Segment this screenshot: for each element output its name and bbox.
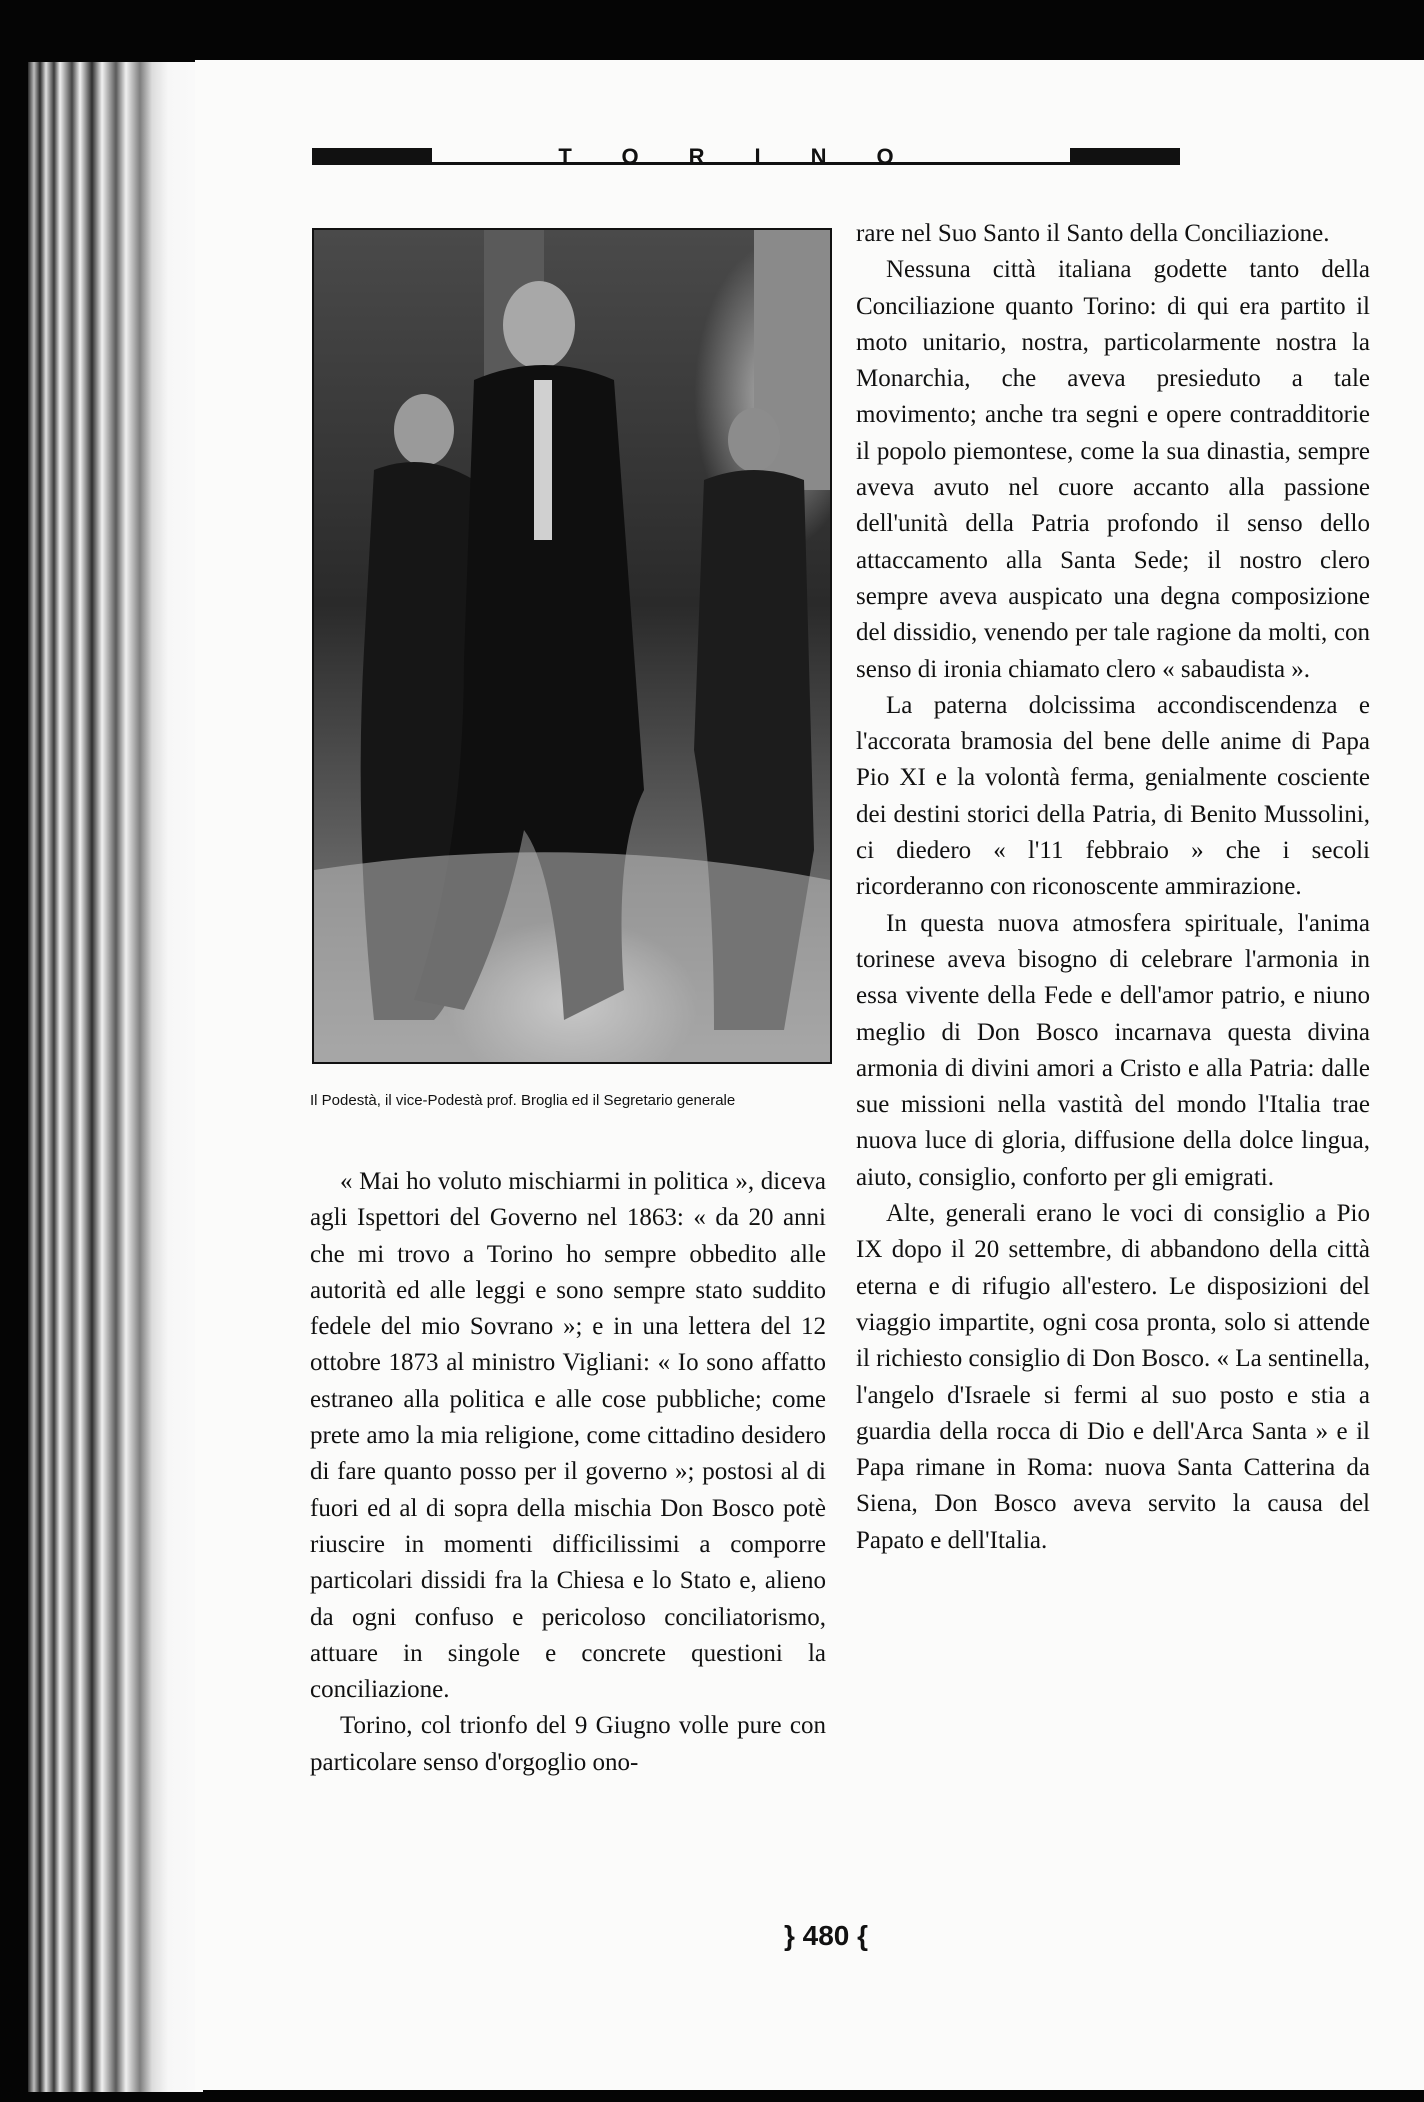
page-number-ornament-left: } — [783, 1920, 795, 1951]
paragraph: rare nel Suo Santo il Santo della Conciliazione. — [856, 220, 1330, 247]
figure-center-head — [503, 281, 575, 369]
page-number-value: 480 — [802, 1920, 850, 1951]
paragraph: La paterna dolcissima accondiscendenza e l'accorata bramosia del bene delle anime di Papa Pio XI e la volontà ferma, genialmente cosciente dei destini storici della Patria, di Benito Mussolini, ci diedero « l'11 febbraio » che i secoli ricorderanno con riconoscente ammirazione. — [856, 691, 1370, 901]
text-column-right — [856, 216, 1370, 1559]
page-number — [756, 1920, 896, 1952]
running-header — [312, 90, 1180, 178]
paragraph: In questa nuova atmosfera spirituale, l'anima torinese aveva bisogno di celebrare l'armonia in essa vivente della Fede e dell'amor patrio, e niuno meglio di Don Bosco incarnava questa divina armonia di divini amori a Cristo e alla Patria: dalle sue missioni nella vastità del mondo l'Italia trae nuova luce di gloria, diffusione della dolce lingua, aiuto, consiglio, conforto per gli emigrati. — [856, 909, 1370, 1191]
text-column-left — [310, 1164, 826, 1781]
photo-ground — [314, 852, 830, 1062]
photograph — [312, 228, 832, 1064]
figure-left-head — [394, 394, 454, 466]
paragraph: Alte, generali erano le voci di consiglio a Pio IX dopo il 20 settembre, di abbandono della città eterna e di rifugio all'estero. Le disposizioni del viaggio impartite, ogni cosa pronta, solo si attende il richiesto consiglio di Don Bosco. « La sentinella, l'angelo d'Israele si fermi al suo posto e stia a guardia della rocca di Dio e dell'Arca Santa » e il Papa rimane in Roma: nuova Santa Catterina da Siena, Don Bosco aveva servito la causa del Papato e dell'Italia. — [856, 1200, 1370, 1554]
figure-right-head — [728, 408, 780, 472]
paragraph: Torino, col trionfo del 9 Giugno volle pure con particolare senso d'orgoglio ono- — [310, 1712, 826, 1776]
photograph-icon — [314, 230, 830, 1062]
paragraph: Nessuna città italiana godette tanto della Conciliazione quanto Torino: di qui era partito il moto unitario, nostra, particolarmente nostra la Monarchia, che aveva presieduto a tale movimento; anche tra segni e opere contradditorie il popolo piemontese, come la sua dinastia, sempre aveva avuto nel cuore accanto alla passione dell'unità della Patria profondo il senso dello attaccamento alla Santa Sede; il nostro clero sempre aveva auspicato una degna composizione del dissidio, venendo per tale ragione da molti, con senso di ironia chiamato clero « sabaudista ». — [856, 256, 1370, 683]
figure-center-shirt — [534, 380, 552, 540]
header-title: TORINO — [558, 144, 944, 169]
paragraph: « Mai ho voluto mischiarmi in politica », diceva agli Ispettori del Governo nel 1863: « da 20 anni che mi trovo a Torino ho sempre obbedito alle autorità ed alle leggi e sono sempre stato suddito fedele del mio Sovrano »; e in una lettera del 12 ottobre 1873 al ministro Vigliani: « Io sono affatto estraneo alla politica e alle cose pubbliche; come prete amo la mia religione, come cittadino desidero di fare quanto posso per il governo »; postosi al di fuori ed al di sopra della mischia Don Bosco potè riuscire in momenti difficilissimi a comporre particolari dissidi fra la Chiesa e lo Stato e, alieno da ogni confuso e pericoloso conciliatorismo, attuare in singole e concrete questioni la conciliazione. — [310, 1168, 826, 1704]
page-stack-edges — [28, 62, 203, 2092]
photo-caption: Il Podestà, il vice-Podestà prof. Broglia ed il Segretario generale — [310, 1092, 736, 1109]
header-bar-right — [1070, 148, 1180, 164]
page-number-ornament-right: { — [857, 1920, 869, 1951]
